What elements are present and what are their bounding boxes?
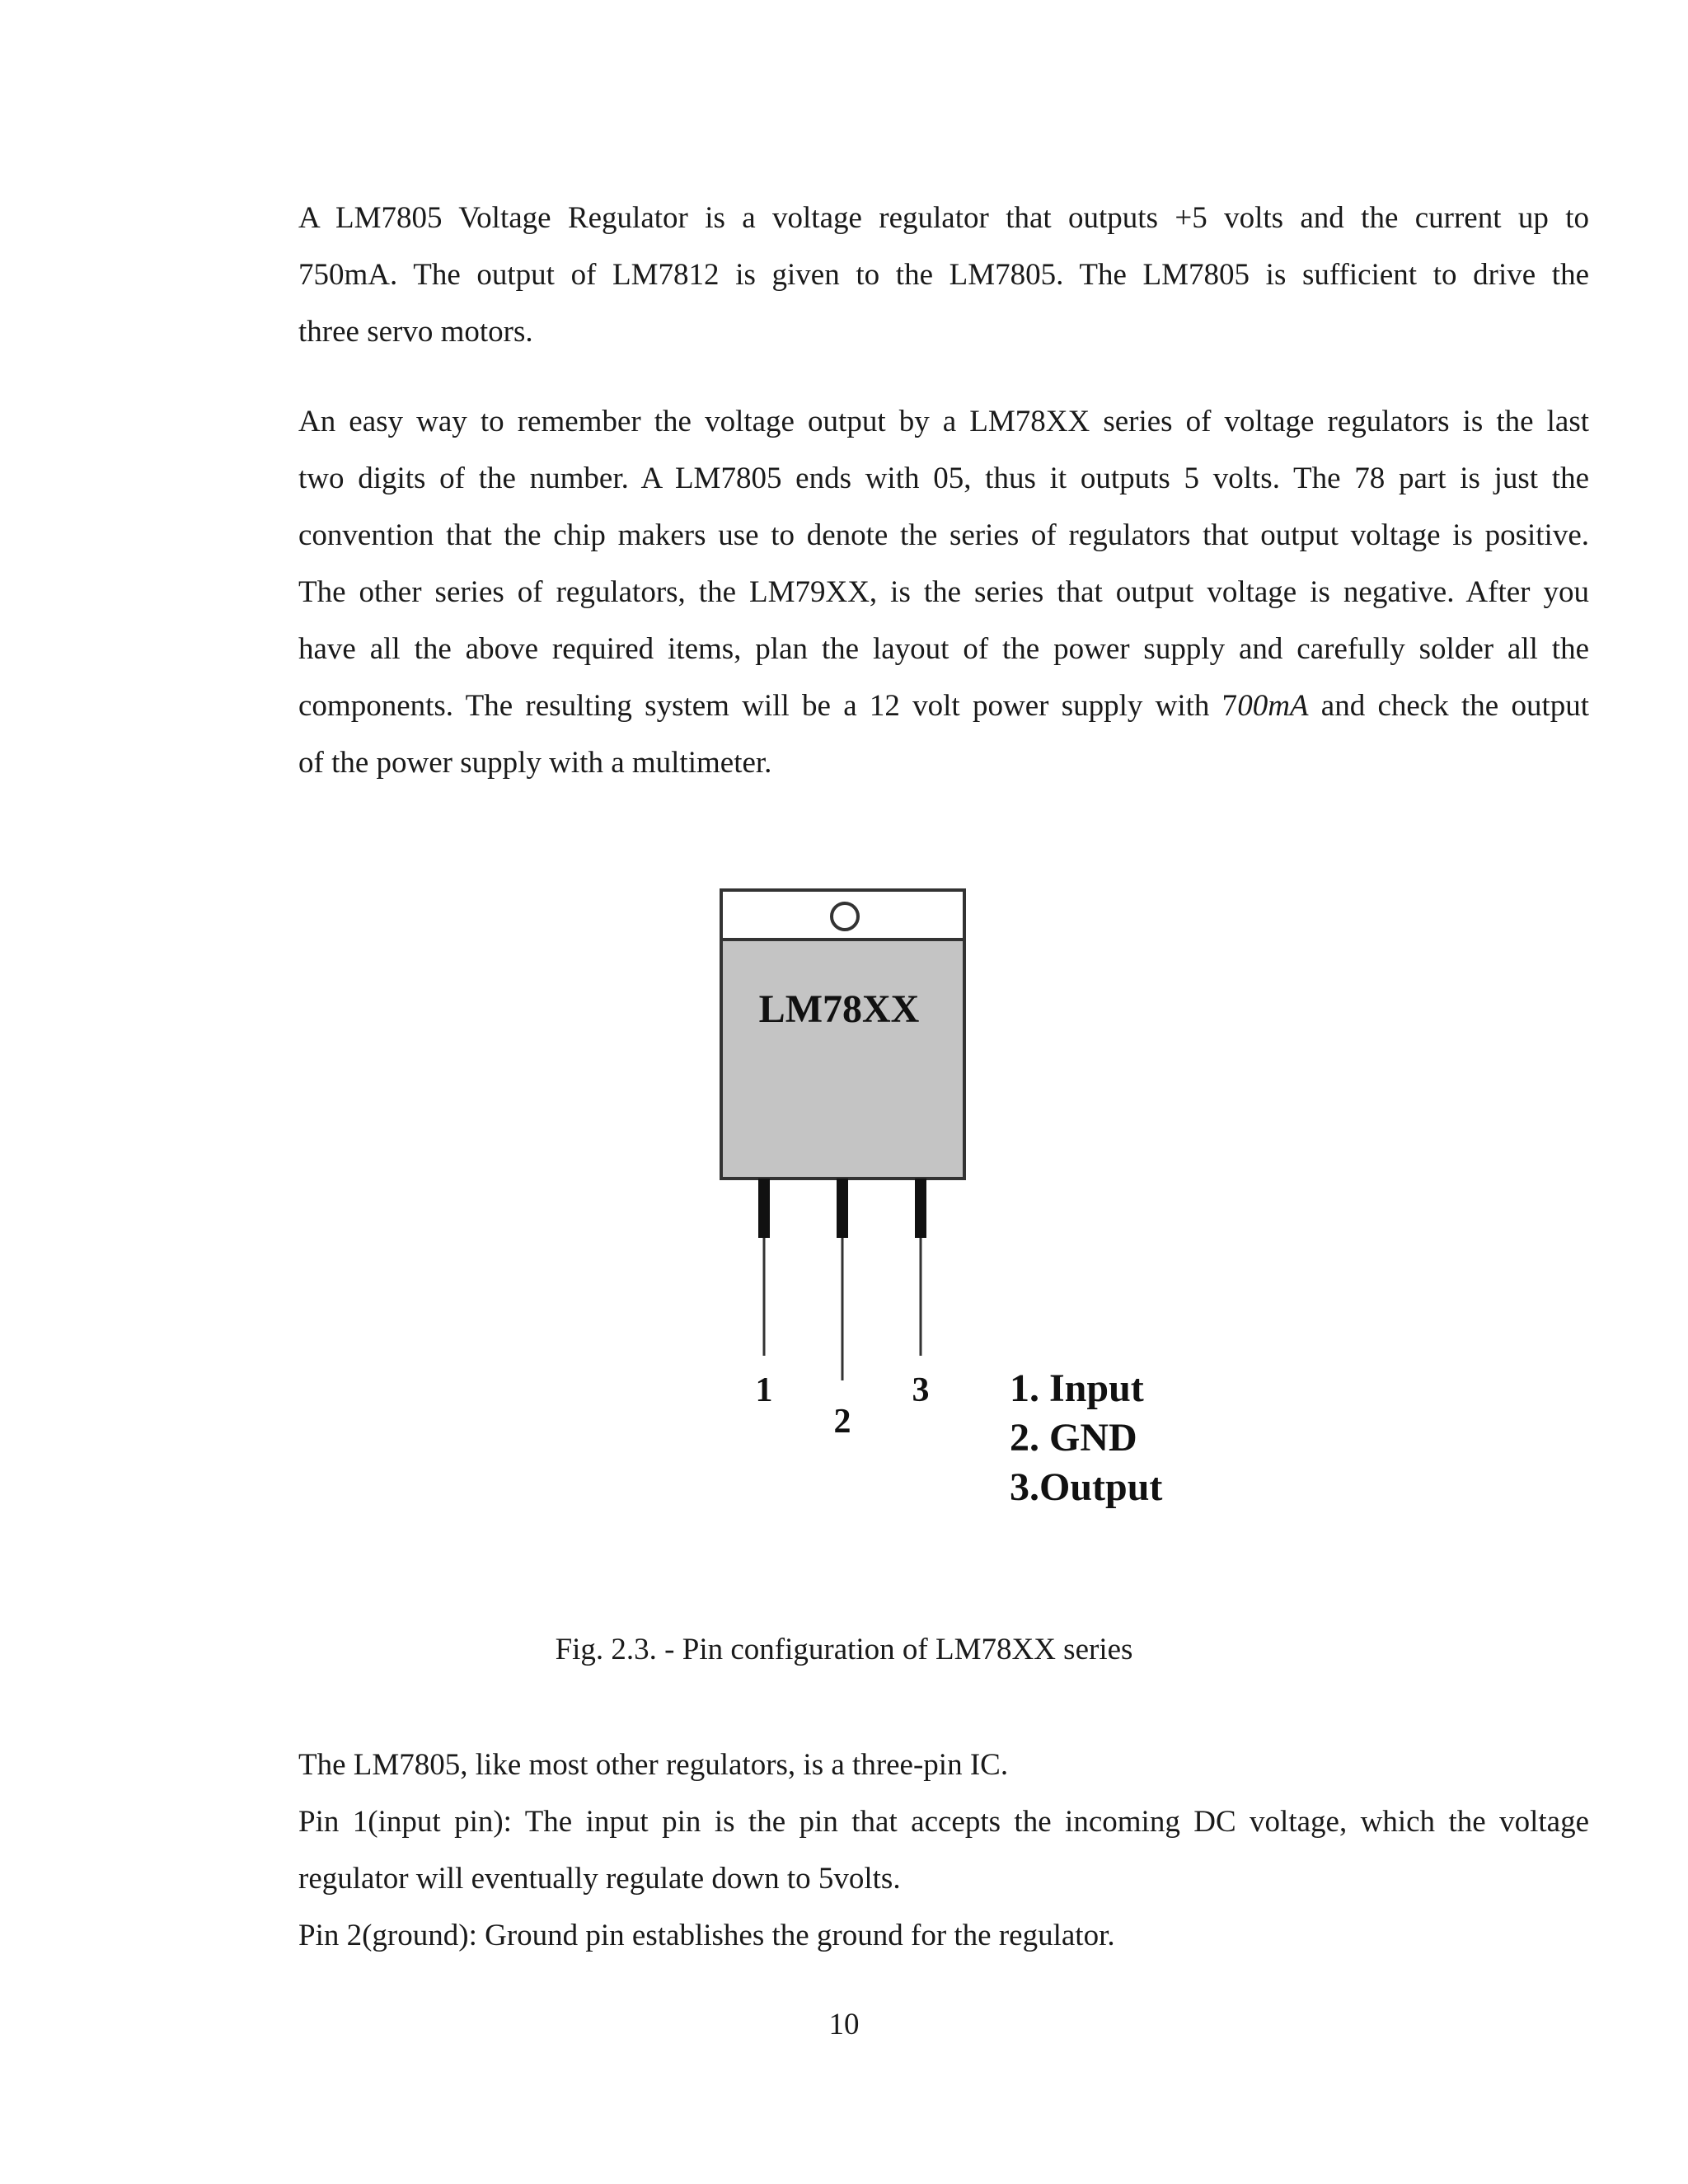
- text-line: A LM7805 Voltage Regulator is a voltage regulator that outputs +5 volts and the current up to: [298, 201, 1589, 235]
- text-line: [298, 677, 1589, 734]
- text-line: Pin 2(ground): Ground pin establishes the ground for the regulator.: [298, 1919, 1115, 1952]
- page-number: 10: [828, 2008, 860, 2041]
- mounting-hole: [832, 903, 858, 930]
- figure-caption: Fig. 2.3. - Pin configuration of LM78XX series: [555, 1633, 1133, 1666]
- text-line: An easy way to remember the voltage output by a LM78XX series of voltage regulators is the last: [298, 405, 1589, 438]
- legend-output: 3.Output: [1010, 1465, 1163, 1509]
- text-segment: and check the output: [1308, 689, 1590, 723]
- pin-stub-1: [758, 1179, 770, 1238]
- text-line: Pin 1(input pin): The input pin is the pin that accepts the incoming DC voltage, which the voltage: [298, 1805, 1589, 1839]
- pin-number-1: 1: [755, 1371, 773, 1409]
- text-line: The LM7805, like most other regulators, is a three-pin IC.: [298, 1748, 1009, 1782]
- pin-number-3: 3: [912, 1371, 930, 1409]
- italic-text: 00mA: [1237, 689, 1309, 723]
- text-segment: components. The resulting system will be a 12 volt power supply with 7: [298, 689, 1238, 723]
- paragraph-pin-description: [298, 1736, 1589, 1964]
- paragraph-lm7805-intro: [298, 190, 1589, 360]
- text-line: 750mA. The output of LM7812 is given to the LM7805. The LM7805 is sufficient to drive the: [298, 258, 1589, 292]
- lm78xx-pin-diagram: [709, 882, 1203, 1533]
- text-line: The other series of regulators, the LM79XX, is the series that output voltage is negative. After you: [298, 575, 1589, 609]
- pin-stub-3: [915, 1179, 926, 1238]
- text-line: two digits of the number. A LM7805 ends with 05, thus it outputs 5 volts. The 78 part is just the: [298, 462, 1589, 495]
- legend-gnd: 2. GND: [1010, 1416, 1137, 1460]
- text-line: convention that the chip makers use to denote the series of regulators that output voltage is positive.: [298, 518, 1589, 552]
- legend-input: 1. Input: [1010, 1366, 1144, 1410]
- text-line: three servo motors.: [298, 315, 533, 349]
- chip-body: [721, 940, 964, 1179]
- text-line: regulator will eventually regulate down to 5volts.: [298, 1862, 901, 1896]
- pin-stub-2: [837, 1179, 848, 1238]
- paragraph-lm78xx-series: [298, 393, 1589, 791]
- chip-label: LM78XX: [758, 987, 920, 1031]
- pin-number-2: 2: [833, 1403, 851, 1441]
- text-line: of the power supply with a multimeter.: [298, 746, 772, 780]
- text-line: have all the above required items, plan the layout of the power supply and carefully solder all the: [298, 632, 1589, 666]
